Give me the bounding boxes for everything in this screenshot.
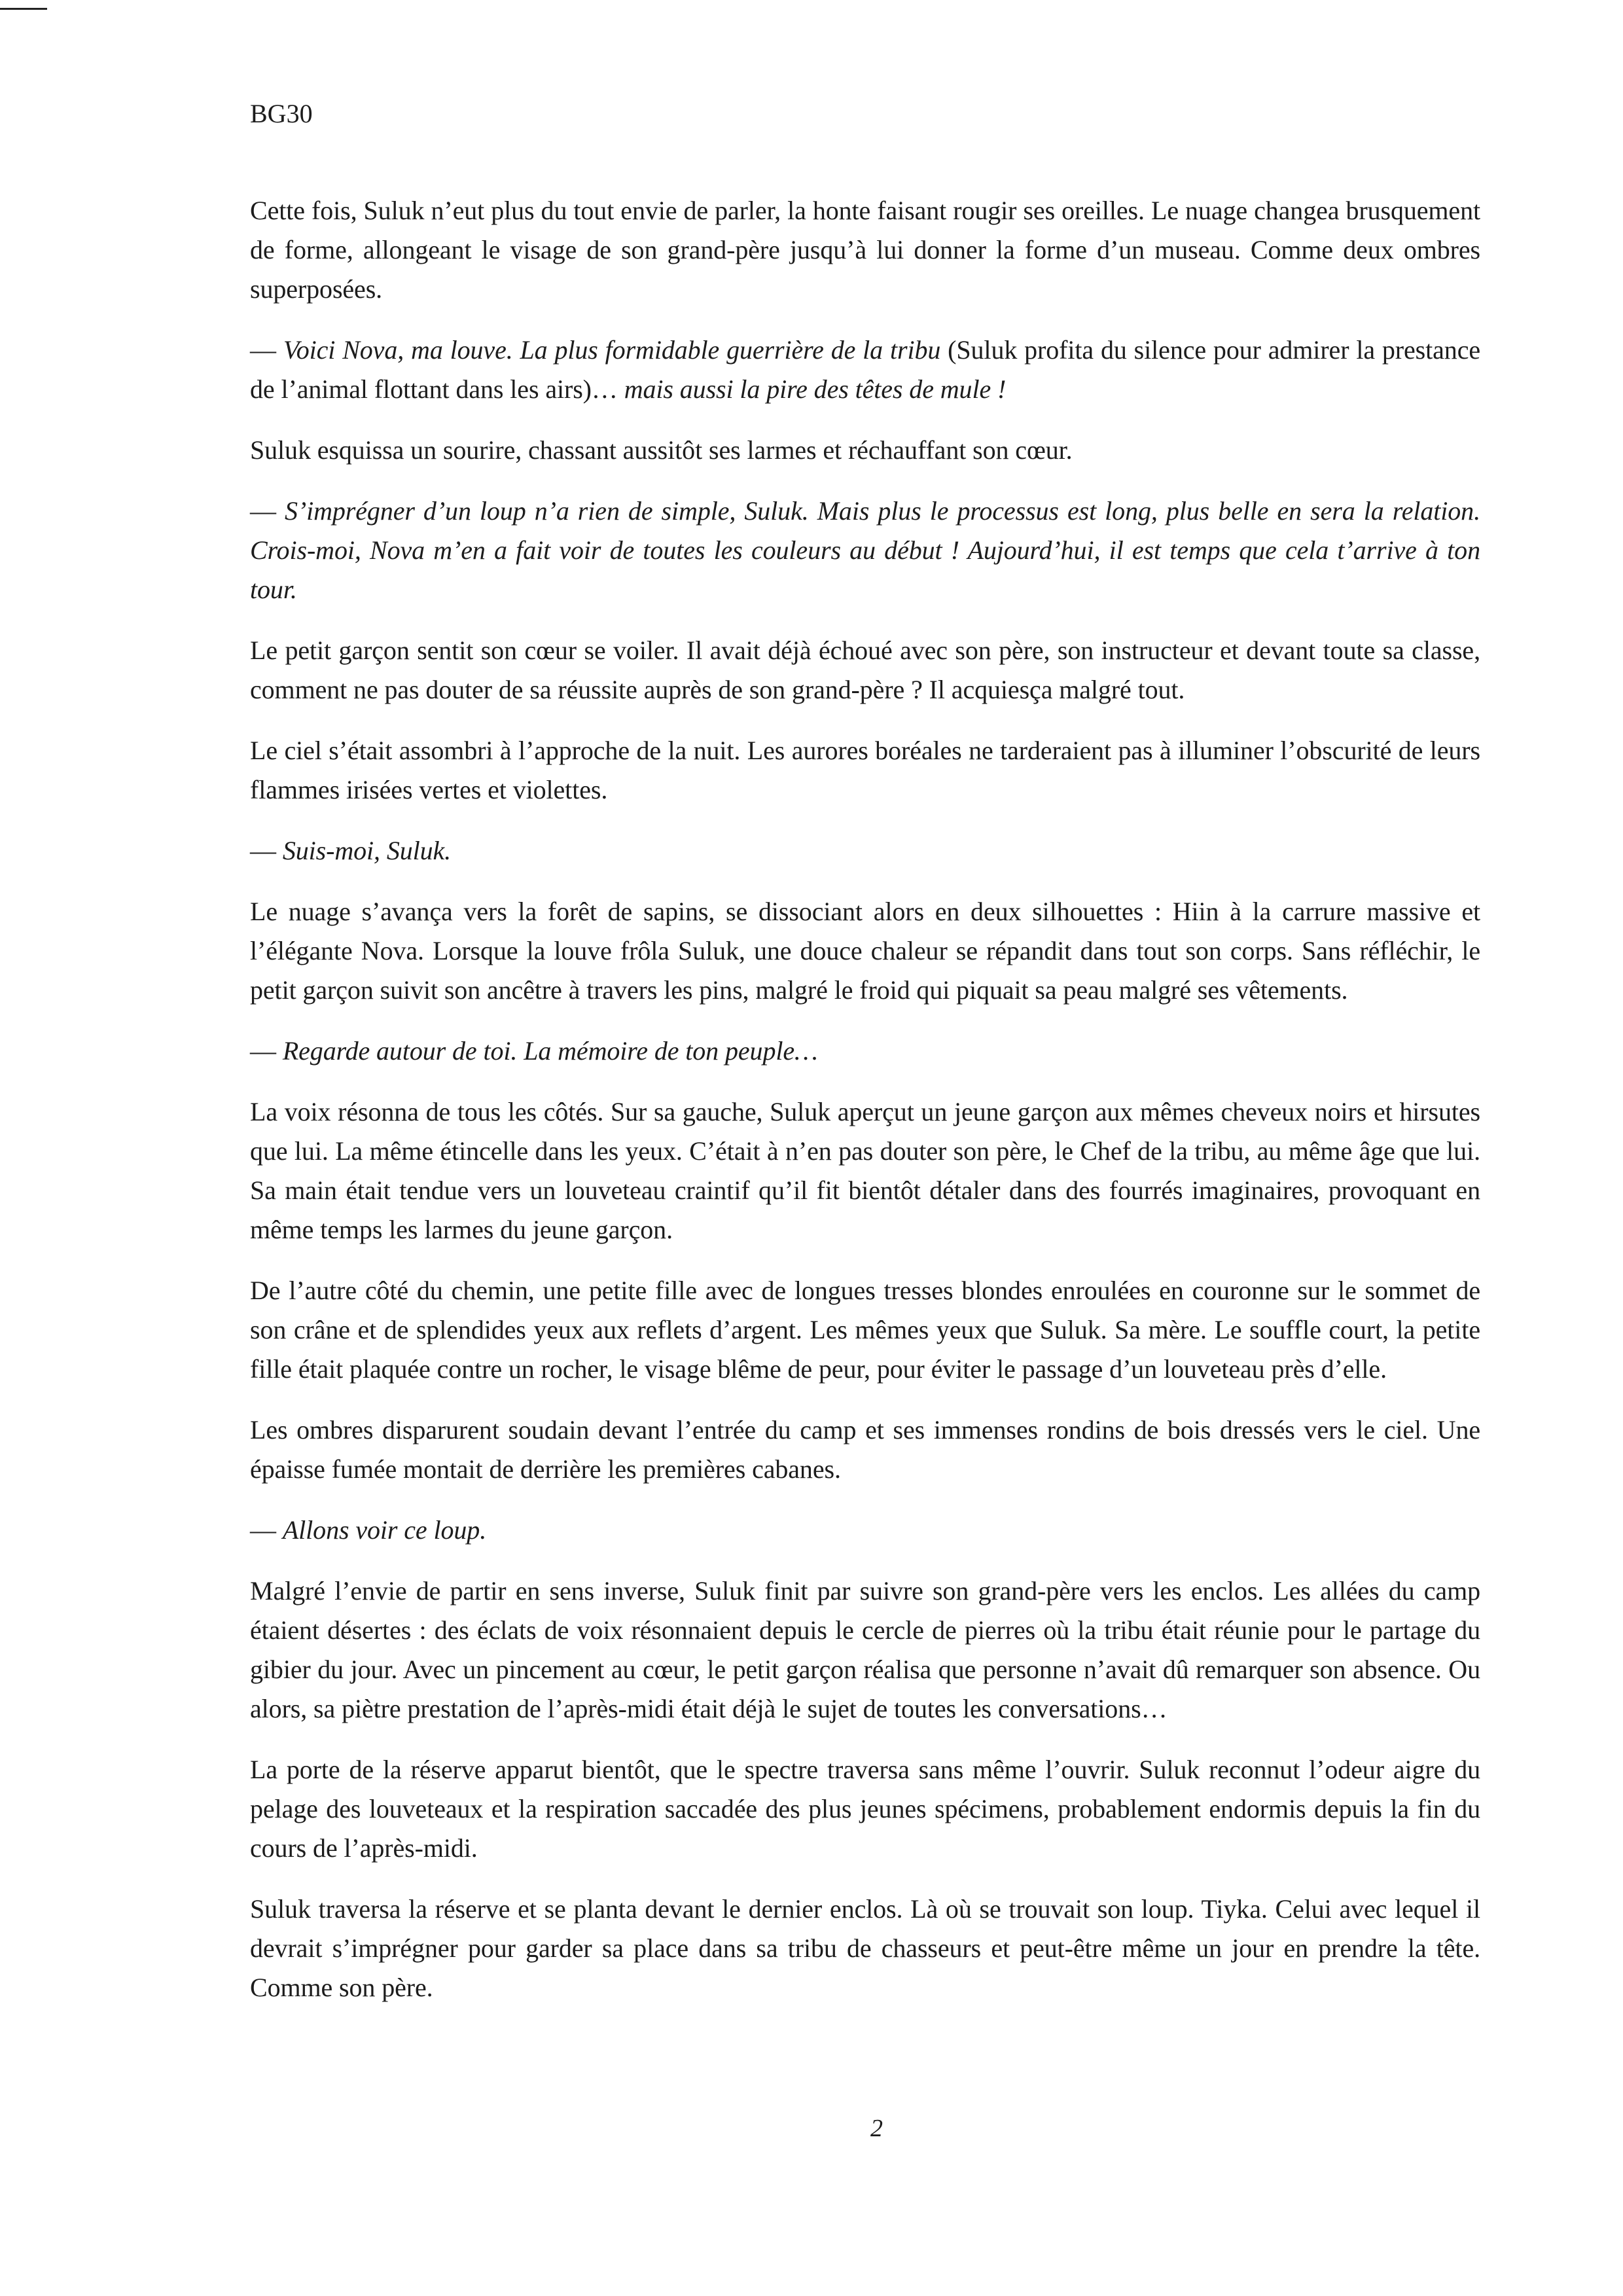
body-text xyxy=(250,191,1480,2029)
paragraph-15: La porte de la réserve apparut bientôt, que le spectre traversa sans même l’ouvrir. Suluk reconnut l’odeur aigre du pelage des louveteaux et la respiration saccadée des plus jeunes spécimens, probablement endormis depuis la fin du cours de l’après-midi. xyxy=(250,1755,1480,1863)
paragraph-10: La voix résonna de tous les côtés. Sur sa gauche, Suluk aperçut un jeune garçon aux mêmes cheveux noirs et hirsutes que lui. La même étincelle dans les yeux. C’était à n’en pas douter son père, le Chef de la tribu, au même âge que lui. Sa main était tendue vers un louveteau craintif qu’il fit bientôt détaler dans des fourrés imaginaires, provoquant en même temps les larmes du jeune garçon. xyxy=(250,1097,1480,1244)
dialogue-dash: — xyxy=(250,836,283,865)
paragraph-5: Le petit garçon sentit son cœur se voiler. Il avait déjà échoué avec son père, son instructeur et devant toute sa classe, comment ne pas douter de sa réussite auprès de son grand-père ? Il acquiesça malgré tout. xyxy=(250,636,1480,704)
dialogue-italic: Regarde autour de toi. La mémoire de ton peuple… xyxy=(282,1036,818,1066)
dialogue-italic-part-1: Voici Nova, ma louve. La plus formidable guerrière de la tribu xyxy=(283,335,941,365)
page-number: 2 xyxy=(870,2115,883,2142)
paragraph-16: Suluk traversa la réserve et se planta devant le dernier enclos. Là où se trouvait son loup. Tiyka. Celui avec lequel il devrait s’imprégner pour garder sa place dans sa tribu de chasseurs et peut-être même un jour en prendre la tête. Comme son père. xyxy=(250,1894,1480,2002)
paragraph-13-dialogue xyxy=(250,1511,1480,1550)
dialogue-italic: Allons voir ce loup. xyxy=(282,1515,487,1545)
dialogue-dash: — xyxy=(250,335,283,365)
paragraph-9-dialogue xyxy=(250,1031,1480,1071)
paragraph-4-dialogue xyxy=(250,492,1480,609)
document-code: BG30 xyxy=(250,99,313,128)
paragraph-2-dialogue xyxy=(250,331,1480,409)
dialogue-italic: S’imprégner d’un loup n’a rien de simple, Suluk. Mais plus le processus est long, plus belle en sera la relation. Crois-moi, Nova m’en a fait voir de toutes les couleurs au début ! Aujourd’hui, il est temps que cela t’arrive à ton tour. xyxy=(250,496,1480,604)
scan-edge-mark xyxy=(0,8,47,10)
dialogue-dash: — xyxy=(250,496,285,526)
paragraph-8: Le nuage s’avança vers la forêt de sapins, se dissociant alors en deux silhouettes : Hiin à la carrure massive et l’élégante Nova. Lorsque la louve frôla Suluk, une douce chaleur se répandit dans tout son corps. Sans réfléchir, le petit garçon suivit son ancêtre à travers les pins, malgré le froid qui piquait sa peau malgré ses vêtements. xyxy=(250,897,1480,1005)
paragraph-11: De l’autre côté du chemin, une petite fille avec de longues tresses blondes enroulées en couronne sur le sommet de son crâne et de splendides yeux aux reflets d’argent. Les mêmes yeux que Suluk. Sa mère. Le souffle court, la petite fille était plaquée contre un rocher, le visage blême de peur, pour éviter le passage d’un louveteau près d’elle. xyxy=(250,1276,1480,1384)
dialogue-italic: Suis-moi, Suluk. xyxy=(282,836,452,865)
paragraph-6: Le ciel s’était assombri à l’approche de la nuit. Les aurores boréales ne tarderaient pas à illuminer l’obscurité de leurs flammes irisées vertes et violettes. xyxy=(250,736,1480,804)
paragraph-1: Cette fois, Suluk n’eut plus du tout envie de parler, la honte faisant rougir ses oreilles. Le nuage changea brusquement de forme, allongeant le visage de son grand-père jusqu’à lui donner la forme d’un museau. Comme deux ombres superposées. xyxy=(250,196,1480,304)
paragraph-3: Suluk esquissa un sourire, chassant aussitôt ses larmes et réchauffant son cœur. xyxy=(250,435,1073,465)
dialogue-dash: — xyxy=(250,1036,283,1066)
dialogue-dash: — xyxy=(250,1515,283,1545)
paragraph-12: Les ombres disparurent soudain devant l’entrée du camp et ses immenses rondins de bois dressés vers le ciel. Une épaisse fumée montait de derrière les premières cabanes. xyxy=(250,1415,1480,1484)
paragraph-14: Malgré l’envie de partir en sens inverse, Suluk finit par suivre son grand-père vers les enclos. Les allées du camp étaient désertes : des éclats de voix résonnaient depuis le cercle de pierres où la tribu était réunie pour le partage du gibier du jour. Avec un pincement au cœur, le petit garçon réalisa que personne n’avait dû remarquer son absence. Ou alors, sa piètre prestation de l’après-midi était déjà le sujet de toutes les conversations… xyxy=(250,1576,1480,1723)
dialogue-narration: (Suluk profita du silence pour admirer la prestance de l’animal flottant dans les airs)… xyxy=(250,335,1480,404)
dialogue-italic-part-2: mais aussi la pire des têtes de mule ! xyxy=(624,374,1007,404)
paragraph-7-dialogue xyxy=(250,831,1480,870)
